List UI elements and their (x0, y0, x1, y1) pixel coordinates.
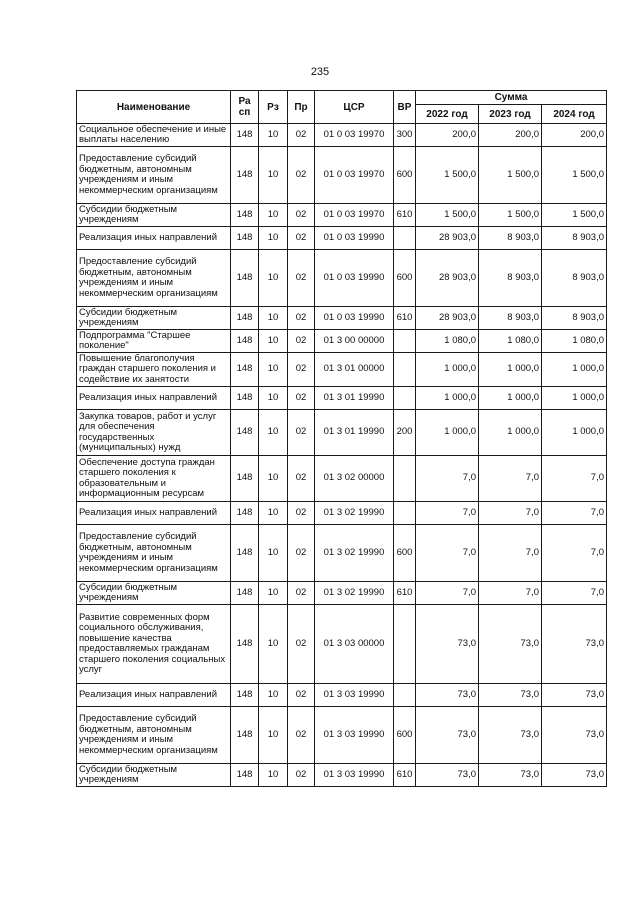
row-sum-2023: 7,0 (479, 582, 542, 605)
row-rasp: 148 (231, 525, 259, 582)
row-sum-2022: 1 080,0 (416, 330, 479, 353)
row-sum-2022: 7,0 (416, 502, 479, 525)
row-name: Реализация иных направлений (77, 227, 231, 250)
row-sum-2023: 7,0 (479, 502, 542, 525)
row-pr: 02 (288, 764, 315, 787)
row-rasp: 148 (231, 582, 259, 605)
row-vr: 610 (394, 307, 416, 330)
header-sum: Сумма (416, 91, 607, 105)
row-pr: 02 (288, 204, 315, 227)
table-row (77, 605, 607, 684)
row-sum-2022: 200,0 (416, 124, 479, 147)
row-name: Обеспечение доступа граждан старшего поколения к образовательным и информационным ресурсам (77, 456, 231, 502)
row-sum-2024: 8 903,0 (542, 227, 607, 250)
row-rz: 10 (259, 387, 288, 410)
row-sum-2022: 1 000,0 (416, 387, 479, 410)
row-vr (394, 330, 416, 353)
row-rasp: 148 (231, 307, 259, 330)
table-row (77, 250, 607, 307)
row-name: Субсидии бюджетным учреждениям (77, 204, 231, 227)
row-name: Предоставление субсидий бюджетным, автономным учреждениям и иным некоммерческим организациям (77, 250, 231, 307)
row-vr: 610 (394, 204, 416, 227)
row-csr: 01 0 03 19990 (315, 307, 394, 330)
row-sum-2024: 73,0 (542, 684, 607, 707)
row-sum-2023: 1 000,0 (479, 387, 542, 410)
row-pr: 02 (288, 707, 315, 764)
row-vr (394, 502, 416, 525)
row-sum-2022: 7,0 (416, 456, 479, 502)
row-pr: 02 (288, 353, 315, 387)
row-csr: 01 3 03 00000 (315, 605, 394, 684)
row-csr: 01 0 03 19990 (315, 250, 394, 307)
table-row (77, 387, 607, 410)
row-name: Реализация иных направлений (77, 684, 231, 707)
row-pr: 02 (288, 307, 315, 330)
row-csr: 01 0 03 19990 (315, 227, 394, 250)
row-sum-2023: 8 903,0 (479, 307, 542, 330)
row-rasp: 148 (231, 502, 259, 525)
header-rz: Рз (259, 91, 288, 124)
row-rz: 10 (259, 502, 288, 525)
table-row (77, 124, 607, 147)
row-sum-2022: 1 000,0 (416, 353, 479, 387)
table-row (77, 227, 607, 250)
row-rz: 10 (259, 147, 288, 204)
row-vr (394, 456, 416, 502)
row-name: Подпрограмма "Старшее поколение" (77, 330, 231, 353)
row-sum-2024: 1 500,0 (542, 147, 607, 204)
row-csr: 01 3 03 19990 (315, 707, 394, 764)
header-pr: Пр (288, 91, 315, 124)
row-sum-2024: 1 000,0 (542, 410, 607, 456)
row-pr: 02 (288, 330, 315, 353)
row-vr: 600 (394, 250, 416, 307)
row-pr: 02 (288, 124, 315, 147)
table-row (77, 204, 607, 227)
row-rz: 10 (259, 684, 288, 707)
table-row (77, 456, 607, 502)
row-rz: 10 (259, 525, 288, 582)
row-csr: 01 3 00 00000 (315, 330, 394, 353)
row-rasp: 148 (231, 227, 259, 250)
row-sum-2022: 28 903,0 (416, 250, 479, 307)
row-sum-2024: 73,0 (542, 605, 607, 684)
row-vr (394, 684, 416, 707)
row-rz: 10 (259, 250, 288, 307)
row-name: Предоставление субсидий бюджетным, автономным учреждениям и иным некоммерческим организациям (77, 525, 231, 582)
row-vr: 600 (394, 147, 416, 204)
row-rasp: 148 (231, 330, 259, 353)
row-rasp: 148 (231, 147, 259, 204)
row-sum-2023: 200,0 (479, 124, 542, 147)
table-row (77, 410, 607, 456)
row-sum-2022: 28 903,0 (416, 307, 479, 330)
row-name: Субсидии бюджетным учреждениям (77, 582, 231, 605)
row-sum-2023: 8 903,0 (479, 227, 542, 250)
row-pr: 02 (288, 525, 315, 582)
row-name: Закупка товаров, работ и услуг для обеспечения государственных (муниципальных) нужд (77, 410, 231, 456)
row-rasp: 148 (231, 456, 259, 502)
table-row (77, 707, 607, 764)
row-rasp: 148 (231, 410, 259, 456)
row-csr: 01 3 03 19990 (315, 764, 394, 787)
row-sum-2023: 73,0 (479, 764, 542, 787)
row-rz: 10 (259, 330, 288, 353)
row-sum-2023: 73,0 (479, 605, 542, 684)
row-csr: 01 3 01 00000 (315, 353, 394, 387)
row-sum-2022: 73,0 (416, 707, 479, 764)
row-pr: 02 (288, 502, 315, 525)
row-sum-2022: 1 500,0 (416, 204, 479, 227)
row-csr: 01 0 03 19970 (315, 124, 394, 147)
row-sum-2024: 8 903,0 (542, 250, 607, 307)
row-vr: 300 (394, 124, 416, 147)
row-sum-2024: 1 000,0 (542, 387, 607, 410)
row-sum-2024: 7,0 (542, 525, 607, 582)
row-csr: 01 3 01 19990 (315, 387, 394, 410)
table-row (77, 525, 607, 582)
table-row (77, 764, 607, 787)
row-sum-2023: 7,0 (479, 525, 542, 582)
table-body (77, 124, 607, 787)
row-vr (394, 227, 416, 250)
header-year-2024: 2024 год (542, 105, 607, 124)
row-rz: 10 (259, 707, 288, 764)
row-rz: 10 (259, 124, 288, 147)
row-name: Социальное обеспечение и иные выплаты населению (77, 124, 231, 147)
row-sum-2024: 200,0 (542, 124, 607, 147)
row-sum-2022: 7,0 (416, 582, 479, 605)
row-vr (394, 353, 416, 387)
table-row (77, 353, 607, 387)
header-rasp (231, 91, 259, 124)
row-csr: 01 3 02 19990 (315, 502, 394, 525)
row-pr: 02 (288, 410, 315, 456)
row-pr: 02 (288, 387, 315, 410)
row-csr: 01 3 02 00000 (315, 456, 394, 502)
table-row (77, 502, 607, 525)
row-rasp: 148 (231, 707, 259, 764)
header-csr: ЦСР (315, 91, 394, 124)
header-rasp-line2: сп (238, 107, 251, 118)
row-sum-2023: 7,0 (479, 456, 542, 502)
row-pr: 02 (288, 684, 315, 707)
row-vr: 200 (394, 410, 416, 456)
row-pr: 02 (288, 456, 315, 502)
row-vr: 610 (394, 764, 416, 787)
header-year-2023: 2023 год (479, 105, 542, 124)
table-row (77, 582, 607, 605)
row-sum-2024: 7,0 (542, 582, 607, 605)
table-row (77, 330, 607, 353)
row-rasp: 148 (231, 250, 259, 307)
row-sum-2024: 73,0 (542, 764, 607, 787)
row-name: Субсидии бюджетным учреждениям (77, 307, 231, 330)
row-pr: 02 (288, 605, 315, 684)
table-row (77, 684, 607, 707)
row-csr: 01 3 03 19990 (315, 684, 394, 707)
row-sum-2023: 73,0 (479, 684, 542, 707)
row-sum-2023: 1 000,0 (479, 410, 542, 456)
row-name: Повышение благополучия граждан старшего поколения и содействие их занятости (77, 353, 231, 387)
row-rasp: 148 (231, 124, 259, 147)
row-name: Предоставление субсидий бюджетным, автономным учреждениям и иным некоммерческим организациям (77, 707, 231, 764)
row-csr: 01 0 03 19970 (315, 204, 394, 227)
row-name: Субсидии бюджетным учреждениям (77, 764, 231, 787)
header-name: Наименование (77, 91, 231, 124)
row-rz: 10 (259, 353, 288, 387)
row-rasp: 148 (231, 353, 259, 387)
row-pr: 02 (288, 147, 315, 204)
header-row-top (77, 91, 607, 105)
page-number: 235 (310, 66, 330, 78)
row-name: Реализация иных направлений (77, 387, 231, 410)
row-rasp: 148 (231, 605, 259, 684)
row-sum-2022: 73,0 (416, 684, 479, 707)
row-rasp: 148 (231, 387, 259, 410)
row-sum-2024: 1 000,0 (542, 353, 607, 387)
row-pr: 02 (288, 227, 315, 250)
row-pr: 02 (288, 582, 315, 605)
row-name: Предоставление субсидий бюджетным, автономным учреждениям и иным некоммерческим организациям (77, 147, 231, 204)
row-name: Реализация иных направлений (77, 502, 231, 525)
row-rz: 10 (259, 307, 288, 330)
row-sum-2024: 7,0 (542, 456, 607, 502)
row-rz: 10 (259, 582, 288, 605)
row-rz: 10 (259, 605, 288, 684)
row-vr (394, 605, 416, 684)
budget-table (76, 90, 607, 787)
row-sum-2023: 8 903,0 (479, 250, 542, 307)
row-sum-2023: 73,0 (479, 707, 542, 764)
row-vr: 600 (394, 525, 416, 582)
row-sum-2022: 7,0 (416, 525, 479, 582)
row-rz: 10 (259, 764, 288, 787)
row-rz: 10 (259, 456, 288, 502)
row-sum-2023: 1 500,0 (479, 204, 542, 227)
row-vr (394, 387, 416, 410)
header-rasp-line1: Ра (238, 96, 251, 107)
row-sum-2023: 1 080,0 (479, 330, 542, 353)
header-year-2022: 2022 год (416, 105, 479, 124)
row-sum-2024: 1 500,0 (542, 204, 607, 227)
row-sum-2023: 1 500,0 (479, 147, 542, 204)
row-sum-2024: 8 903,0 (542, 307, 607, 330)
row-name: Развитие современных форм социального обслуживания, повышение качества предоставляемых гражданам старшего поколения социальных услуг (77, 605, 231, 684)
row-sum-2022: 73,0 (416, 764, 479, 787)
row-pr: 02 (288, 250, 315, 307)
row-sum-2022: 28 903,0 (416, 227, 479, 250)
row-csr: 01 3 02 19990 (315, 582, 394, 605)
row-rz: 10 (259, 204, 288, 227)
row-rasp: 148 (231, 684, 259, 707)
row-sum-2024: 73,0 (542, 707, 607, 764)
header-vr: ВР (394, 91, 416, 124)
row-sum-2024: 1 080,0 (542, 330, 607, 353)
row-rz: 10 (259, 410, 288, 456)
row-vr: 600 (394, 707, 416, 764)
row-sum-2022: 73,0 (416, 605, 479, 684)
row-rz: 10 (259, 227, 288, 250)
row-csr: 01 3 02 19990 (315, 525, 394, 582)
row-sum-2022: 1 500,0 (416, 147, 479, 204)
row-csr: 01 0 03 19970 (315, 147, 394, 204)
row-sum-2022: 1 000,0 (416, 410, 479, 456)
row-rasp: 148 (231, 204, 259, 227)
table-row (77, 147, 607, 204)
row-rasp: 148 (231, 764, 259, 787)
row-csr: 01 3 01 19990 (315, 410, 394, 456)
row-sum-2024: 7,0 (542, 502, 607, 525)
row-vr: 610 (394, 582, 416, 605)
row-sum-2023: 1 000,0 (479, 353, 542, 387)
table-row (77, 307, 607, 330)
